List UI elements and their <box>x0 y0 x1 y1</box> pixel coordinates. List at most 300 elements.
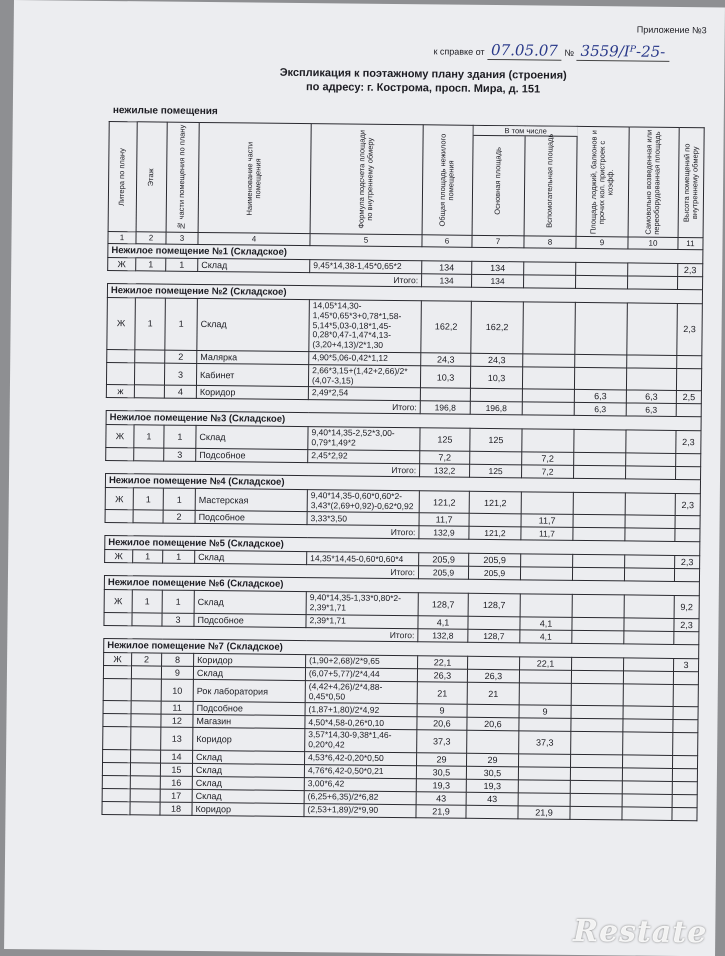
table-cell: 43 <box>416 792 466 806</box>
table-cell: Мастерская <box>195 488 307 512</box>
total-cell <box>626 466 676 480</box>
total-cell: 11,7 <box>521 527 573 541</box>
table-cell: 4,90*5,06-0,42*1,12 <box>309 351 421 365</box>
table-cell: 21 <box>417 682 467 705</box>
table-cell: 20,6 <box>467 718 519 732</box>
table-cell <box>519 683 571 706</box>
table-cell: 22,1 <box>520 657 572 671</box>
section-title: Нежилое помещение №1 (Складское) <box>108 243 703 263</box>
table-cell: 26,3 <box>467 669 519 683</box>
table-cell: 29 <box>467 753 519 767</box>
total-cell <box>572 630 624 644</box>
table-cell: 6,3 <box>574 390 626 404</box>
col-number: 10 <box>628 237 678 250</box>
col-number: 9 <box>576 236 628 249</box>
table-cell <box>519 670 571 684</box>
table-cell <box>623 706 673 720</box>
col-header: № части помещения по плану <box>166 122 199 232</box>
table-cell <box>571 719 623 733</box>
table-cell <box>571 683 623 706</box>
document-title: Экспликация к поэтажному плану здания (строения) <box>279 66 567 82</box>
col-number: 1 <box>108 231 136 243</box>
table-cell <box>518 793 570 807</box>
table-cell <box>573 515 625 529</box>
table-cell: (1,90+2,68)/2*9,65 <box>306 655 418 669</box>
table-cell <box>105 510 133 523</box>
table-cell: 9,40*14,35-1,33*0,80*2-2,39*1,71 <box>306 592 418 616</box>
table-cell <box>625 493 675 516</box>
table-cell <box>470 389 522 403</box>
table-cell: 2,3 <box>675 556 700 569</box>
table-cell <box>625 515 675 529</box>
table-cell: (1,87+1,80)/2*4,92 <box>305 703 417 717</box>
table-cell: 30,5 <box>416 766 466 780</box>
col-number: 4 <box>198 232 310 245</box>
table-cell: Склад <box>192 789 304 803</box>
table-cell <box>570 780 622 794</box>
total-label: Итого: <box>104 625 418 641</box>
table-cell: 1 <box>135 298 166 350</box>
col-number: 11 <box>678 237 703 249</box>
table-cell: 1 <box>136 258 166 271</box>
table-cell: 20,6 <box>417 717 467 731</box>
ref-prefix: к справке от <box>433 46 485 57</box>
total-cell: 134 <box>422 274 472 288</box>
table-cell <box>135 350 165 363</box>
table-cell: 205,9 <box>469 554 521 568</box>
table-cell <box>102 801 130 814</box>
section-title: Нежилое помещение №4 (Складское) <box>105 473 700 493</box>
table-cell: Кабинет <box>196 363 308 387</box>
explication-table <box>101 121 704 821</box>
table-cell <box>575 302 628 354</box>
table-cell <box>672 755 697 768</box>
table-cell: Коридор <box>192 802 304 816</box>
table-cell: 14 <box>161 750 193 763</box>
total-cell <box>520 567 572 581</box>
table-cell <box>132 613 162 626</box>
table-cell: 3 <box>164 448 196 461</box>
col-header: Этаж <box>136 122 167 232</box>
total-cell <box>676 404 701 417</box>
col-number: 6 <box>422 235 472 248</box>
table-cell <box>673 684 698 707</box>
table-cell: 18 <box>160 802 192 815</box>
table-cell <box>102 775 130 788</box>
col-number: 7 <box>472 235 524 248</box>
total-cell <box>678 276 703 289</box>
table-cell: 1 <box>133 488 163 511</box>
watermark-logo: Restate <box>572 913 708 951</box>
total-cell <box>674 631 699 644</box>
table-cell <box>469 514 521 528</box>
col-header: Наименование части помещения <box>198 122 311 233</box>
table-cell <box>626 453 676 467</box>
table-cell <box>467 731 519 754</box>
table-cell: 1 <box>164 425 196 448</box>
table-cell <box>623 732 673 755</box>
table-cell <box>571 706 623 720</box>
table-cell <box>576 262 628 276</box>
table-cell: 1 <box>165 298 198 350</box>
table-cell: 11,7 <box>419 513 469 527</box>
table-cell <box>571 732 623 755</box>
table-cell <box>104 612 132 625</box>
table-cell: 30,5 <box>466 766 518 780</box>
table-cell: 134 <box>472 261 524 275</box>
table-cell: 1 <box>134 425 164 448</box>
table-cell: 2,39*1,71 <box>306 615 418 629</box>
table-cell <box>130 763 160 776</box>
table-cell <box>575 354 627 368</box>
table-cell: 9 <box>161 666 193 679</box>
table-cell <box>130 789 160 802</box>
table-cell <box>522 429 574 452</box>
table-cell <box>672 768 697 781</box>
table-cell: 2,5 <box>676 391 701 404</box>
table-cell: Ж <box>108 257 136 270</box>
table-cell: Магазин <box>193 715 305 729</box>
table-cell <box>570 767 622 781</box>
table-cell: 2,66*3,15+(1,42+2,66)/2*(4,07-3,15) <box>308 364 420 388</box>
table-cell <box>573 492 625 515</box>
col-header: Самовольно возведенная или переоборудованная площадь <box>628 127 679 238</box>
total-cell: 196,8 <box>470 402 522 416</box>
table-cell: 2,45*2,92 <box>308 449 420 463</box>
table-cell: Ж <box>106 425 134 448</box>
table-cell <box>467 705 519 719</box>
total-label: Итого: <box>105 523 419 539</box>
total-cell: 6,3 <box>626 403 676 417</box>
table-cell: 125 <box>420 428 470 451</box>
table-cell <box>672 807 697 820</box>
table-cell <box>468 616 520 630</box>
table-cell <box>623 671 673 685</box>
total-cell: 205,9 <box>468 567 520 581</box>
table-cell: 2,3 <box>676 431 701 454</box>
table-cell <box>673 707 698 720</box>
table-cell: Подсобное <box>195 511 307 525</box>
table-cell <box>574 452 626 466</box>
table-cell <box>672 781 697 794</box>
col-header: Формула подсчета площади по внутреннему обмеру <box>310 124 423 235</box>
table-cell: Подсобное <box>193 702 305 716</box>
table-cell: 8 <box>162 653 194 666</box>
table-cell: 128,7 <box>468 594 520 617</box>
header-row <box>108 122 704 238</box>
table-cell <box>570 793 622 807</box>
table-cell: 16 <box>160 776 192 789</box>
section-title: Нежилое помещение №2 (Складское) <box>107 283 702 303</box>
total-cell: 132,8 <box>418 629 468 643</box>
table-cell <box>628 263 678 277</box>
table-cell <box>134 385 164 398</box>
table-cell <box>673 671 698 684</box>
total-cell <box>624 631 674 645</box>
table-cell: 15 <box>160 763 192 776</box>
table-cell <box>518 767 570 781</box>
table-cell: 24,3 <box>421 353 471 367</box>
col-header: Литера по плану <box>108 122 137 232</box>
table-cell <box>522 367 574 390</box>
ref-number: 3559/Iᴾ-25- <box>576 42 669 62</box>
table-cell: 121,2 <box>469 491 521 514</box>
table-cell <box>522 389 574 403</box>
table-row <box>107 297 703 355</box>
total-label: Итого: <box>104 563 418 579</box>
table-cell: 1 <box>163 551 195 564</box>
table-cell: 2,3 <box>678 263 703 276</box>
table-cell: Склад <box>194 591 306 615</box>
table-cell: 19,3 <box>466 779 518 793</box>
total-label: Итого: <box>108 270 422 286</box>
table-cell: 125 <box>470 429 522 452</box>
table-cell: 9 <box>417 704 467 718</box>
table-cell <box>622 755 672 769</box>
table-cell: 9,40*14,35-2,52*3,00-0,79*1,49*2 <box>308 427 420 451</box>
table-cell: 3 <box>674 658 699 671</box>
table-cell <box>622 781 672 795</box>
table-cell <box>523 302 576 354</box>
table-cell: Коридор <box>196 386 308 400</box>
table-cell: 2,3 <box>675 493 700 516</box>
table-cell: 14,05*14,30-1,45*0,65*3+0,78*1,58-5,14*5,03-0,18*1,45-0,28*0,47-1,47*4,13-(3,20+4,13)/2*1,30 <box>309 300 422 353</box>
table-cell: 4,76*6,42-0,50*0,21 <box>304 765 416 779</box>
table-cell <box>468 656 520 670</box>
table-cell <box>103 714 131 727</box>
table-cell <box>103 749 131 762</box>
ref-date: 07.05.07 <box>487 41 562 61</box>
table-cell: 4 <box>164 385 196 398</box>
table-cell <box>134 363 164 386</box>
table-cell <box>626 430 676 453</box>
table-cell: 10,3 <box>470 366 522 389</box>
table-cell: Склад <box>196 426 308 450</box>
table-cell: Склад <box>193 666 305 680</box>
table-cell: 1 <box>162 591 194 614</box>
appendix-label: Приложение №3 <box>636 24 707 36</box>
col-header: В том числе Основная площадь <box>472 125 525 236</box>
table-cell: 2 <box>165 350 197 363</box>
table-cell: 2 <box>132 653 162 666</box>
table-cell: 162,2 <box>421 301 472 353</box>
reference-line <box>433 40 669 60</box>
table-cell: Склад <box>195 551 307 565</box>
total-cell <box>625 528 675 542</box>
table-cell: 7,2 <box>420 451 470 465</box>
table-cell: Коридор <box>193 728 305 752</box>
table-cell <box>571 670 623 684</box>
table-cell <box>420 388 470 402</box>
table-cell: 2,49*2,54 <box>308 387 420 401</box>
table-cell: 3,57*14,30-9,38*1,46-0,20*0,42 <box>305 729 417 753</box>
table-cell <box>572 617 624 631</box>
table-cell: 2,3 <box>677 303 703 355</box>
table-cell: (4,42+4,26)/2*4,88-0,45*0,50 <box>305 681 417 705</box>
table-cell <box>623 684 673 707</box>
table-cell: Склад <box>193 750 305 764</box>
table-cell: 21 <box>467 682 519 705</box>
table-cell <box>131 750 161 763</box>
table-cell <box>677 355 702 368</box>
table-cell: ж <box>106 385 134 398</box>
table-cell <box>572 595 624 618</box>
table-cell <box>106 447 134 460</box>
col-number: 8 <box>524 236 576 249</box>
table-cell <box>134 448 164 461</box>
table-cell: Склад <box>192 776 304 790</box>
table-cell <box>570 806 622 820</box>
col-header: Высота помещений по внутреннему обмеру <box>678 127 704 237</box>
section-title: Нежилое помещение №5 (Складское) <box>105 536 700 556</box>
table-cell: 12 <box>161 715 193 728</box>
table-cell: 4,53*6,42-0,20*0,50 <box>305 752 417 766</box>
table-cell: Малярка <box>197 350 309 364</box>
total-label: Итого: <box>106 460 420 476</box>
table-cell: Подсобное <box>194 613 306 627</box>
table-cell <box>622 794 672 808</box>
table-cell: 9,45*14,38-1,45*0,65*2 <box>310 260 422 274</box>
table-cell <box>103 678 131 701</box>
col-number: 3 <box>166 232 198 244</box>
table-cell: 22,1 <box>418 656 468 670</box>
table-cell <box>622 807 672 821</box>
table-cell: 3 <box>164 363 196 386</box>
table-cell <box>466 805 518 819</box>
table-cell <box>573 555 625 569</box>
table-cell: Рок лаборатория <box>193 679 305 703</box>
table-cell <box>131 714 161 727</box>
table-cell: 37,3 <box>417 730 467 753</box>
table-cell: 121,2 <box>419 491 469 514</box>
table-cell: Подсобное <box>196 448 308 462</box>
table-cell <box>130 802 160 815</box>
table-cell <box>574 367 626 390</box>
document-address: по адресу: г. Кострома, просп. Мира, д. 151 <box>306 81 541 96</box>
total-cell <box>524 275 576 289</box>
total-cell: 132,9 <box>419 526 469 540</box>
table-cell: 11,7 <box>521 514 573 528</box>
table-cell <box>676 368 701 391</box>
section-title: Нежилое помещение №3 (Складское) <box>106 411 701 431</box>
table-cell: 26,3 <box>417 669 467 683</box>
table-cell: 205,9 <box>419 553 469 567</box>
total-cell <box>675 529 700 542</box>
total-cell: 6,3 <box>574 403 626 417</box>
table-cell: 10 <box>161 679 193 702</box>
table-cell <box>131 727 161 750</box>
col-header: Общая площадь нежилого помещения <box>422 125 473 236</box>
col-number: 2 <box>136 232 166 244</box>
document-sheet <box>4 0 725 956</box>
table-cell <box>521 554 573 568</box>
table-cell: Склад <box>197 298 310 351</box>
table-cell: 43 <box>466 792 518 806</box>
table-cell: Ж <box>105 550 133 563</box>
table-cell: Склад <box>192 763 304 777</box>
table-cell <box>470 451 522 465</box>
table-cell <box>519 718 571 732</box>
total-cell <box>572 568 624 582</box>
table-cell: 6,3 <box>626 390 676 404</box>
total-cell: 4,1 <box>520 630 572 644</box>
in-that-number-label: В том числе <box>474 126 578 137</box>
table-cell <box>623 719 673 733</box>
table-cell: 1 <box>166 258 198 271</box>
total-cell <box>674 569 699 582</box>
total-cell: 196,8 <box>420 401 470 415</box>
table-cell <box>672 794 697 807</box>
section-title: Нежилое помещение №7 (Складское) <box>104 638 699 658</box>
table-cell: 162,2 <box>471 301 524 353</box>
table-cell: 10,3 <box>420 366 470 389</box>
section-title: Нежилое помещение №6 (Складское) <box>104 576 699 596</box>
table-cell: Ж <box>104 652 132 665</box>
total-cell: 134 <box>472 274 524 288</box>
table-cell: 29 <box>417 753 467 767</box>
table-cell: 21,9 <box>518 806 570 820</box>
section-heading: нежилые помещения <box>112 105 218 118</box>
total-cell: 205,9 <box>418 566 468 580</box>
table-cell: 17 <box>160 789 192 802</box>
total-label: Итого: <box>106 398 420 414</box>
table-cell <box>624 658 674 672</box>
table-cell <box>520 594 572 617</box>
table-cell <box>518 754 570 768</box>
table-cell <box>624 618 674 632</box>
total-cell: 125 <box>470 464 522 478</box>
total-cell: 132,2 <box>420 464 470 478</box>
table-cell: (6,25+6,35)/2*6,82 <box>304 791 416 805</box>
total-cell <box>522 402 574 416</box>
table-cell: 2 <box>163 511 195 524</box>
total-cell <box>624 568 674 582</box>
table-cell <box>102 762 130 775</box>
total-cell: 7,2 <box>522 465 574 479</box>
table-cell: 4,1 <box>520 617 572 631</box>
table-cell <box>570 754 622 768</box>
table-cell: (2,53+1,89)/2*9,90 <box>304 804 416 818</box>
table-cell: Ж <box>107 297 136 349</box>
col-header: Площадь лоджий, балконов и прочих кол. пристроек с коэфф. <box>576 126 629 237</box>
table-cell <box>103 665 131 678</box>
table-cell <box>627 355 677 369</box>
total-cell <box>576 275 628 289</box>
table-cell: 11 <box>161 702 193 715</box>
table-cell: 9,40*14,35-0,60*0,60*2-3,43*(2,69+0,92)-0,62*0,92 <box>307 489 419 513</box>
table-cell: Склад <box>198 258 310 272</box>
table-cell <box>131 679 161 702</box>
table-cell <box>131 701 161 714</box>
table-cell: 19,3 <box>416 779 466 793</box>
table-cell <box>106 362 134 385</box>
table-cell: 9 <box>519 705 571 719</box>
table-cell <box>673 733 698 756</box>
table-cell <box>675 516 700 529</box>
table-cell <box>102 788 130 801</box>
table-cell: 37,3 <box>519 731 571 754</box>
table-cell <box>103 701 131 714</box>
table-cell <box>524 262 576 276</box>
table-cell: 128,7 <box>418 593 468 616</box>
table-cell <box>133 510 163 523</box>
table-cell <box>622 768 672 782</box>
table-cell <box>103 727 131 750</box>
table-cell <box>521 492 573 515</box>
table-cell <box>624 595 674 618</box>
table-cell <box>626 368 676 391</box>
table-cell: (6,07+5,77)/2*4,44 <box>305 668 417 682</box>
